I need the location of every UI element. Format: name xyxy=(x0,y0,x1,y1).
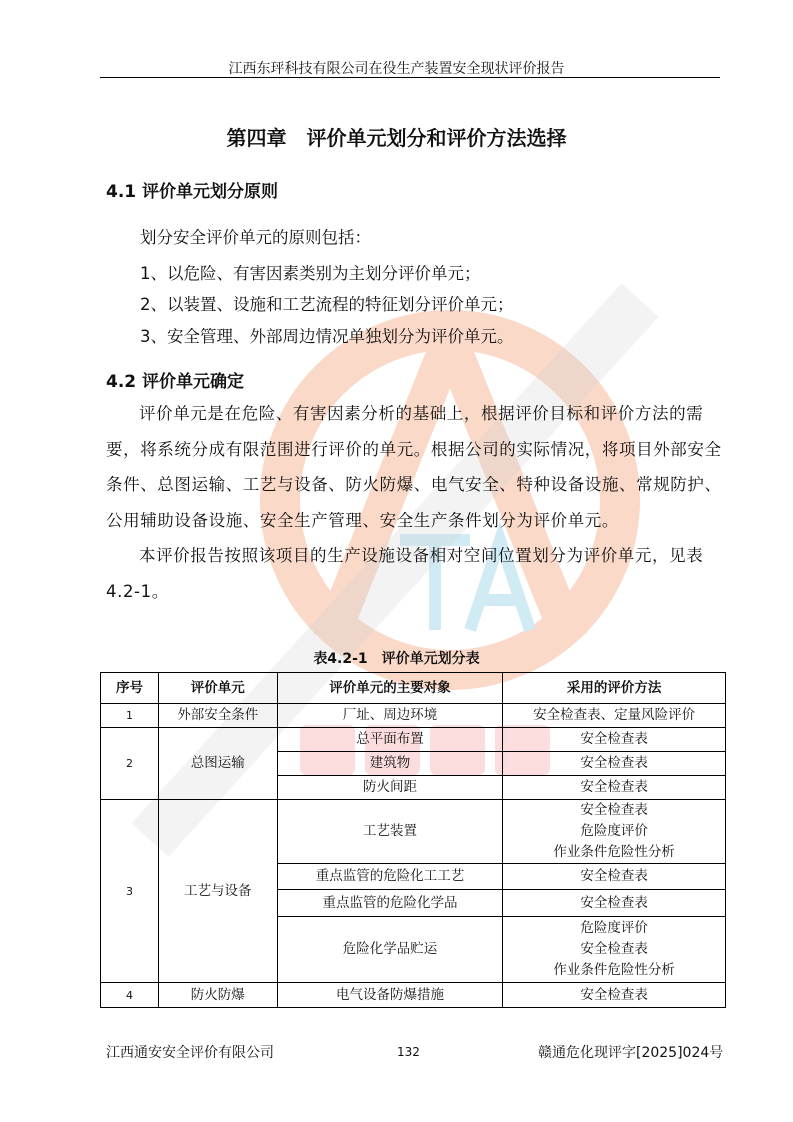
cell-methods xyxy=(503,800,726,864)
cell-methods xyxy=(503,752,726,776)
cell-object: 电气设备防爆措施 xyxy=(277,983,503,1008)
paragraph: 本评价报告按照该项目的生产设施设备相对空间位置划分为评价单元，见表4.2-1。 xyxy=(106,546,704,601)
list-item: 1、以危险、有害因素类别为主划分评价单元； xyxy=(140,264,481,283)
page-header: 江西东玶科技有限公司在役生产装置安全现状评价报告 xyxy=(228,61,565,77)
cell-methods xyxy=(503,704,726,728)
cell-methods xyxy=(503,728,726,752)
method-item: 安全检查表 xyxy=(580,731,648,747)
column-header: 序号 xyxy=(101,673,159,704)
cell-object: 总平面布置 xyxy=(277,728,503,752)
footer-company: 江西通安安全评价有限公司 xyxy=(106,1045,274,1061)
cell-object: 防火间距 xyxy=(277,776,503,800)
method-item: 安全检查表、定量风险评价 xyxy=(533,707,696,723)
cell-methods xyxy=(503,864,726,890)
cell-no: 2 xyxy=(101,728,159,800)
section-heading-4-2: 4.2 评价单元确定 xyxy=(106,372,245,392)
cell-object: 重点监管的危险化工工艺 xyxy=(277,864,503,890)
table-row xyxy=(101,728,726,752)
cell-unit: 防火防爆 xyxy=(158,983,277,1008)
method-item: 安全检查表 xyxy=(580,894,648,911)
method-item: 安全检查表 xyxy=(580,802,648,818)
table-row xyxy=(101,800,726,864)
header-divider xyxy=(100,77,720,78)
cell-object: 工艺装置 xyxy=(277,800,503,864)
cell-methods xyxy=(503,776,726,800)
table-row xyxy=(101,704,726,728)
column-header: 评价单元 xyxy=(158,673,277,704)
method-item: 安全检查表 xyxy=(580,941,648,957)
cell-object: 建筑物 xyxy=(277,752,503,776)
section-intro: 划分安全评价单元的原则包括： xyxy=(140,228,371,247)
method-item: 危险度评价 xyxy=(580,823,648,839)
column-header: 评价单元的主要对象 xyxy=(277,673,503,704)
method-item: 作业条件危险性分析 xyxy=(553,844,675,860)
method-item: 安全检查表 xyxy=(580,755,648,771)
evaluation-unit-table xyxy=(100,672,726,1008)
cell-unit: 总图运输 xyxy=(158,728,277,800)
list-item: 3、安全管理、外部周边情况单独划分为评价单元。 xyxy=(140,327,514,346)
table-row xyxy=(101,983,726,1008)
footer-doc-number: 赣通危化现评字[2025]024号 xyxy=(538,1045,724,1061)
cell-object: 危险化学品贮运 xyxy=(277,917,503,983)
paragraph: 评价单元是在危险、有害因素分析的基础上，根据评价目标和评价方法的需要，将系统分成有限范围进行评价的单元。根据公司的实际情况，将项目外部安全条件、总图运输、工艺与设备、防火防爆、电气安全、特种设备设施、常规防护、公用辅助设备设施、安全生产管理、安全生产条件划分为评价单元。 xyxy=(106,404,722,530)
cell-no: 1 xyxy=(101,704,159,728)
table-caption: 表4.2-1 评价单元划分表 xyxy=(313,651,480,667)
chapter-title: 第四章 评价单元划分和评价方法选择 xyxy=(226,126,567,150)
cell-no: 4 xyxy=(101,983,159,1008)
method-item: 作业条件危险性分析 xyxy=(553,962,675,978)
cell-no: 3 xyxy=(101,800,159,983)
page-number: 132 xyxy=(397,1045,420,1059)
section-heading-4-1: 4.1 评价单元划分原则 xyxy=(106,182,279,202)
column-header: 采用的评价方法 xyxy=(503,673,726,704)
cell-methods xyxy=(503,890,726,917)
cell-object: 厂址、周边环境 xyxy=(277,704,503,728)
method-item: 安全检查表 xyxy=(580,779,648,795)
method-item: 危险度评价 xyxy=(580,920,648,936)
cell-methods xyxy=(503,917,726,983)
cell-unit: 工艺与设备 xyxy=(158,800,277,983)
cell-unit: 外部安全条件 xyxy=(158,704,277,728)
section-body xyxy=(106,396,726,609)
method-item: 安全检查表 xyxy=(580,868,648,884)
cell-methods xyxy=(503,983,726,1008)
cell-object: 重点监管的危险化学品 xyxy=(277,890,503,917)
list-item: 2、以装置、设施和工艺流程的特征划分评价单元； xyxy=(140,295,514,314)
method-item: 安全检查表 xyxy=(580,986,648,1003)
